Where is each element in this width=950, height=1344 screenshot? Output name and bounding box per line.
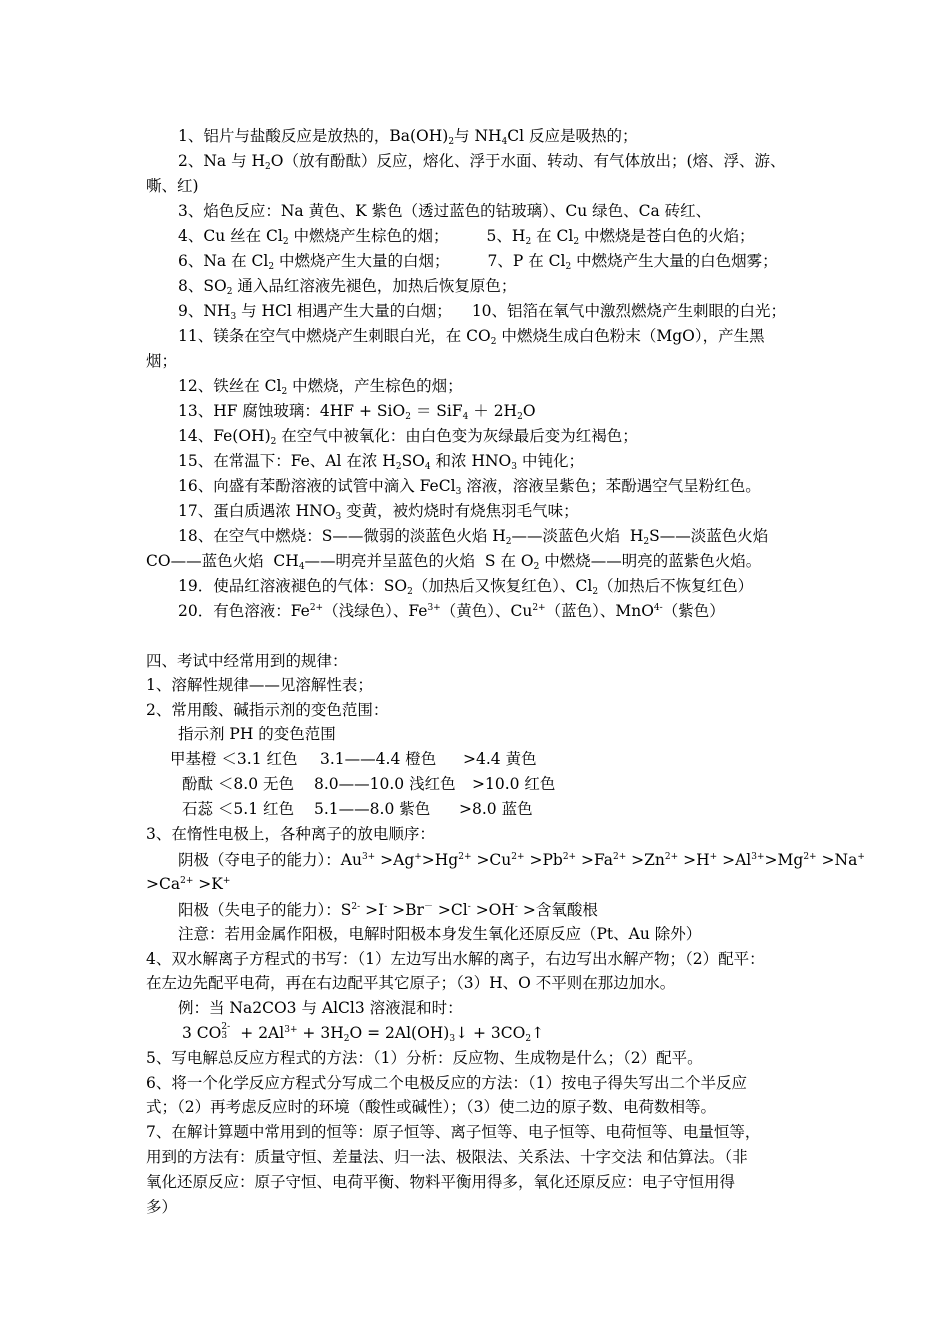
item-18-cont: CO——蓝色火焰 $CH_4——$明亮并呈蓝色的火焰 S 在 $O_2$ 中燃烧——明亮的蓝紫色火焰。 [146,552,762,572]
rule-6: 6、将一个化学反应方程式分写成二个电极反应的方法：（1）按电子得失写出二个半反应 [146,1074,747,1092]
item-17: 17、蛋白质遇浓 $HNO_3$ 变黄，被灼烧时有烧焦羽毛气味； [178,502,579,522]
item-15: 15、在常温下：Fe、Al 在浓 $H_2SO_4$ 和浓 $HNO_3$ 中钝化； [178,452,584,472]
anode-order: 阳极（失电子的能力）：$S^{2-} >I^- >Br^- >Cl^- >OH^-$ >含氧酸根 [178,901,598,919]
rule-7-cont-1: 用到的方法有：质量守恒、差量法、归一法、极限法、关系法、十字交法 和估算法。（非 [146,1148,748,1166]
item-2: 2、Na 与 $H_2O$（放有酚酞）反应，熔化、浮于水面、转动、有气体放出；(熔、浮、游、 [178,152,786,172]
example: 例：当 Na2CO3 与 AlCl3 溶液混和时： [178,999,463,1017]
indicator-phenolphthalein: 酚酞 ＜8.0 无色 8.0——10.0 浅红色 >10.0 红色 [182,775,556,793]
rule-2: 2、常用酸、碱指示剂的变色范围： [146,701,389,719]
item-13: 13、HF 腐蚀玻璃：$4HF + SiO_2 = SiF_4 + 2H_2O$ [178,402,536,422]
item-19: 19．使品红溶液褪色的气体：$SO_2$（加热后又恢复红色）、$Cl_2$（加热后不恢复红色） [178,577,754,597]
example-equation: 3 CO 2- 3 + $2Al^{3+} + 3H_2O$ = $2Al(OH)_3↓$ + $3CO_2↑$ [182,1022,545,1044]
rule-4: 4、双水解离子方程式的书写：（1）左边写出水解的离子，右边写出水解产物；（2）配平： [146,950,765,968]
item-4-5: 4、Cu 丝在 $Cl_2$ 中燃烧产生棕色的烟； 5、$H_2$ 在 $Cl_2$ 中燃烧是苍白色的火焰； [178,227,755,247]
rule-1: 1、溶解性规律——见溶解性表； [146,676,373,694]
item-14: 14、$Fe(OH)_2$ 在空气中被氧化：由白色变为灰绿最后变为红褐色； [178,427,638,447]
item-3: 3、焰色反应：Na 黄色、K 紫色（透过蓝色的钴玻璃）、Cu 绿色、Ca 砖红、 [178,202,712,220]
rule-7-cont-3: 多） [146,1198,178,1216]
cathode-order-cont: $>Ca^{2+} >K^+$ [146,875,231,893]
item-11: 11、镁条在空气中燃烧产生刺眼白光，在 $CO_2$ 中燃烧生成白色粉末（MgO），产生黑 [178,327,765,347]
item-16: 16、向盛有苯酚溶液的试管中滴入 FeCl$_3$ 溶液，溶液呈紫色；苯酚遇空气呈粉红色。 [178,477,761,497]
rule-4-cont: 在左边先配平电荷，再在右边配平其它原子；（3）H、O 不平则在那边加水。 [146,974,676,992]
item-11-cont: 烟； [146,352,178,370]
item-2-cont: 嘶、红) [146,177,199,195]
rule-3: 3、在惰性电极上，各种离子的放电顺序： [146,825,435,843]
rule-5: 5、写电解总反应方程式的方法：（1）分析：反应物、生成物是什么；（2）配平。 [146,1049,703,1067]
indicator-header: 指示剂 PH 的变色范围 [178,725,336,743]
cathode-order: 阴极（夺电子的能力）：$Au^{3+} >Ag^+>Hg^{2+} >Cu^{2+} >Pb^{2+} >Fa^{2+} >Zn^{2+} >H^+ >Al^{3+}>Mg^{2+} >Na^+$ [178,851,865,869]
rule-6-cont: 式；（2）再考虑反应时的环境（酸性或碱性）；（3）使二边的原子数、电荷数相等。 [146,1098,716,1116]
item-20: 20．有色溶液：$Fe^{2+}$（浅绿色）、$Fe^{3+}$（黄色）、$Cu^{2+}$（蓝色）、MnO$^{4-}$（紫色） [178,602,725,620]
item-12: 12、铁丝在 $Cl_2$ 中燃烧，产生棕色的烟； [178,377,463,397]
item-18: 18、在空气中燃烧：S——微弱的淡蓝色火焰 $H_2——$淡蓝色火焰 $H_2S——$淡蓝色火焰 [178,527,769,547]
item-1: 1、铝片与盐酸反应是放热的，$Ba(OH)_2$与 $NH_4Cl$ 反应是吸热的； [178,127,638,147]
rule-7: 7、在解计算题中常用到的恒等：原子恒等、离子恒等、电子恒等、电荷恒等、电量恒等， [146,1123,761,1141]
section-heading: 四、考试中经常用到的规律： [146,652,348,670]
indicator-litmus: 石蕊 ＜5.1 红色 5.1——8.0 紫色 >8.0 蓝色 [182,800,533,818]
item-9-10: 9、$NH_3$ 与 HCl 相遇产生大量的白烟； 10、铝箔在氧气中激烈燃烧产生刺眼的白光； [178,302,787,322]
rule-7-cont-2: 氧化还原反应：原子守恒、电荷平衡、物料平衡用得多，氧化还原反应：电子守恒用得 [146,1173,736,1191]
item-6-7: 6、Na 在 $Cl_2$ 中燃烧产生大量的白烟； 7、P 在 $Cl_2$ 中燃烧产生大量的白色烟雾； [178,252,778,272]
note: 注意：若用金属作阳极，电解时阳极本身发生氧化还原反应（Pt、Au 除外） [178,925,702,943]
indicator-methyl-orange: 甲基橙 ＜3.1 红色 3.1——4.4 橙色 >4.4 黄色 [170,750,537,768]
item-8: 8、$SO_2$ 通入品红溶液先褪色，加热后恢复原色； [178,277,517,297]
